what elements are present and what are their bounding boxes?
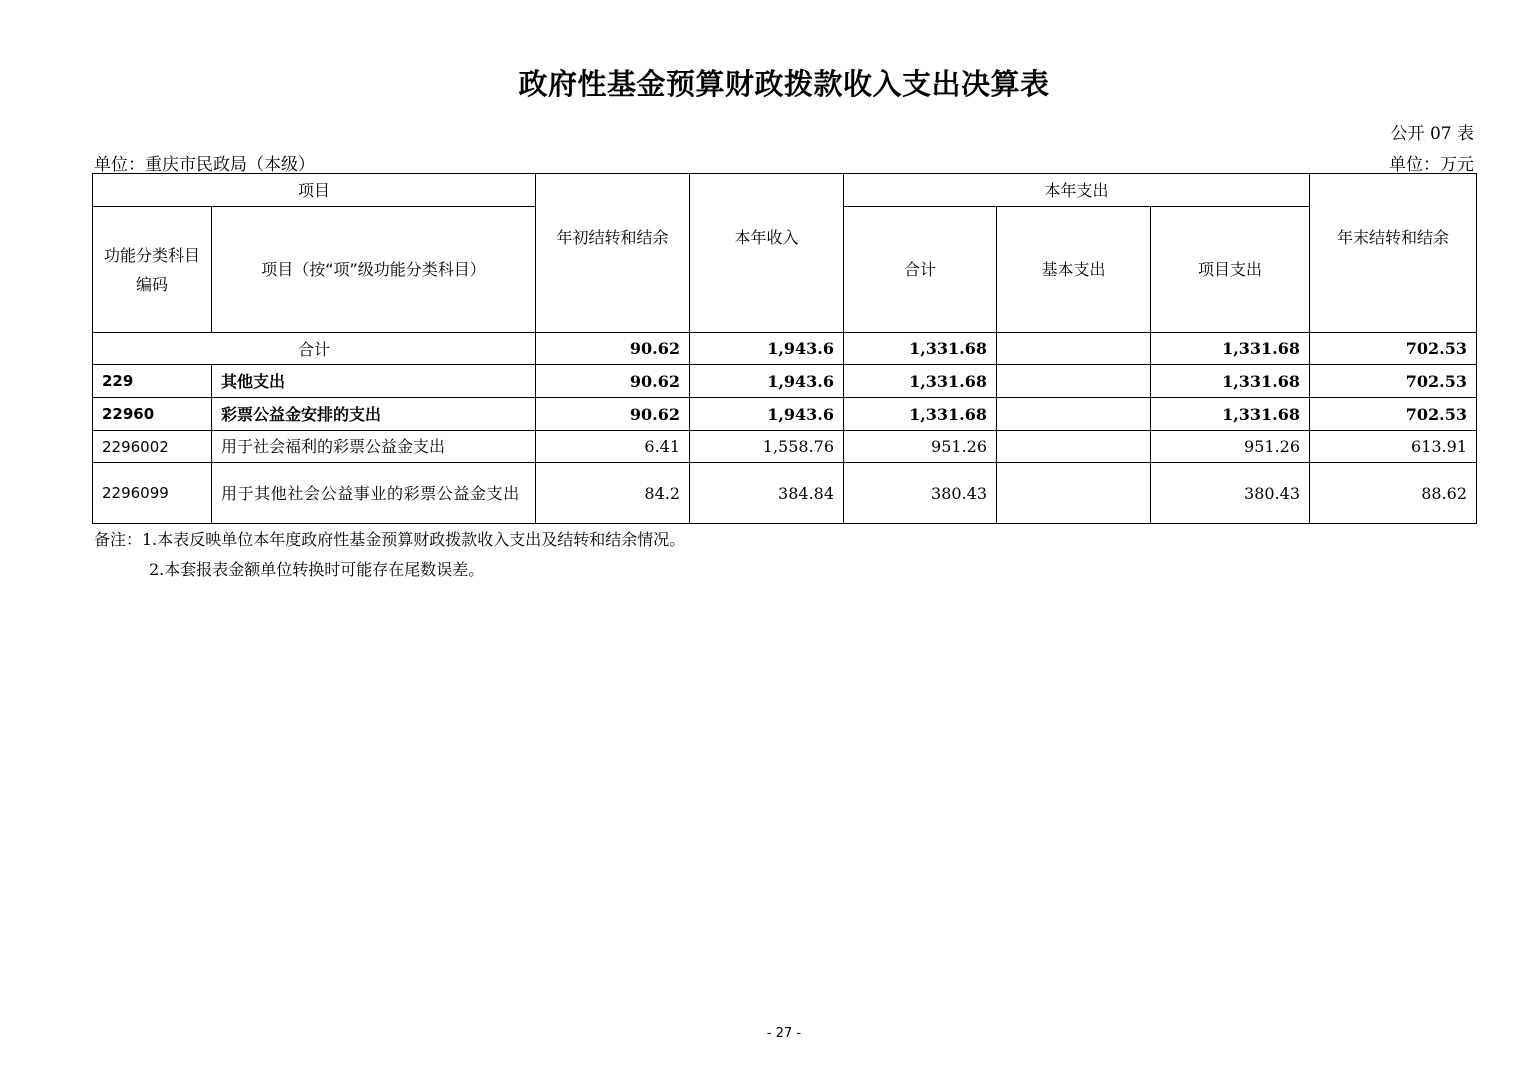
reporting-unit: 单位：重庆市民政局（本级） bbox=[94, 155, 315, 175]
total-opening: 90.62 bbox=[536, 333, 690, 365]
row-project: 1,331.68 bbox=[1151, 365, 1310, 398]
header-current-income-text: 本年收入 bbox=[734, 227, 799, 247]
form-number: 公开 07 表 bbox=[1390, 124, 1474, 144]
row-code: 229 bbox=[93, 365, 212, 398]
table-row bbox=[93, 398, 1477, 431]
row-project: 951.26 bbox=[1151, 431, 1310, 463]
row-opening: 90.62 bbox=[536, 398, 690, 431]
header-closing-balance-text: 年末结转和结余 bbox=[1337, 227, 1450, 247]
total-closing: 702.53 bbox=[1310, 333, 1477, 365]
header-closing-balance bbox=[1310, 174, 1477, 333]
header-expense-total: 合计 bbox=[844, 207, 997, 333]
row-closing: 702.53 bbox=[1310, 398, 1477, 431]
row-opening: 90.62 bbox=[536, 365, 690, 398]
row-name: 其他支出 bbox=[212, 365, 536, 398]
row-basic bbox=[997, 463, 1151, 524]
total-expense: 1,331.68 bbox=[844, 333, 997, 365]
header-opening-balance bbox=[536, 174, 690, 333]
header-item: 项目 bbox=[93, 174, 536, 207]
row-closing: 88.62 bbox=[1310, 463, 1477, 524]
header-basic-expense: 基本支出 bbox=[997, 207, 1151, 333]
total-row bbox=[93, 333, 1477, 365]
header-current-expense: 本年支出 bbox=[844, 174, 1310, 207]
row-expense-total: 951.26 bbox=[844, 431, 997, 463]
row-name: 用于社会福利的彩票公益金支出 bbox=[212, 431, 536, 463]
page-number: - 27 - bbox=[766, 1026, 802, 1041]
row-closing: 613.91 bbox=[1310, 431, 1477, 463]
header-project-expense: 项目支出 bbox=[1151, 207, 1310, 333]
total-project: 1,331.68 bbox=[1151, 333, 1310, 365]
row-income: 384.84 bbox=[690, 463, 844, 524]
row-income: 1,943.6 bbox=[690, 398, 844, 431]
row-opening: 6.41 bbox=[536, 431, 690, 463]
fund-budget-table bbox=[92, 173, 1477, 524]
page-title: 政府性基金预算财政拨款收入支出决算表 bbox=[518, 67, 1050, 101]
row-project: 380.43 bbox=[1151, 463, 1310, 524]
currency-unit: 单位：万元 bbox=[1389, 155, 1474, 175]
row-expense-total: 1,331.68 bbox=[844, 365, 997, 398]
row-code: 2296099 bbox=[93, 463, 212, 524]
note-2: 2.本套报表金额单位转换时可能存在尾数误差。 bbox=[149, 560, 485, 579]
row-basic bbox=[997, 365, 1151, 398]
row-name: 彩票公益金安排的支出 bbox=[212, 398, 536, 431]
row-project: 1,331.68 bbox=[1151, 398, 1310, 431]
row-basic bbox=[997, 398, 1151, 431]
row-expense-total: 380.43 bbox=[844, 463, 997, 524]
row-basic bbox=[997, 431, 1151, 463]
header-opening-balance-text: 年初结转和结余 bbox=[556, 227, 669, 247]
table-row bbox=[93, 431, 1477, 463]
table-row bbox=[93, 365, 1477, 398]
row-expense-total: 1,331.68 bbox=[844, 398, 997, 431]
row-closing: 702.53 bbox=[1310, 365, 1477, 398]
table-row bbox=[93, 463, 1477, 524]
total-basic bbox=[997, 333, 1151, 365]
header-item-name: 项目（按“项”级功能分类科目） bbox=[212, 207, 536, 333]
note-1: 备注：1.本表反映单位本年度政府性基金预算财政拨款收入支出及结转和结余情况。 bbox=[94, 530, 686, 549]
row-opening: 84.2 bbox=[536, 463, 690, 524]
row-code: 2296002 bbox=[93, 431, 212, 463]
row-income: 1,943.6 bbox=[690, 365, 844, 398]
row-code: 22960 bbox=[93, 398, 212, 431]
total-income: 1,943.6 bbox=[690, 333, 844, 365]
row-income: 1,558.76 bbox=[690, 431, 844, 463]
total-label: 合计 bbox=[93, 333, 536, 365]
header-code: 功能分类科目编码 bbox=[93, 207, 212, 333]
row-name: 用于其他社会公益事业的彩票公益金支出 bbox=[212, 463, 536, 524]
header-current-income bbox=[690, 174, 844, 333]
